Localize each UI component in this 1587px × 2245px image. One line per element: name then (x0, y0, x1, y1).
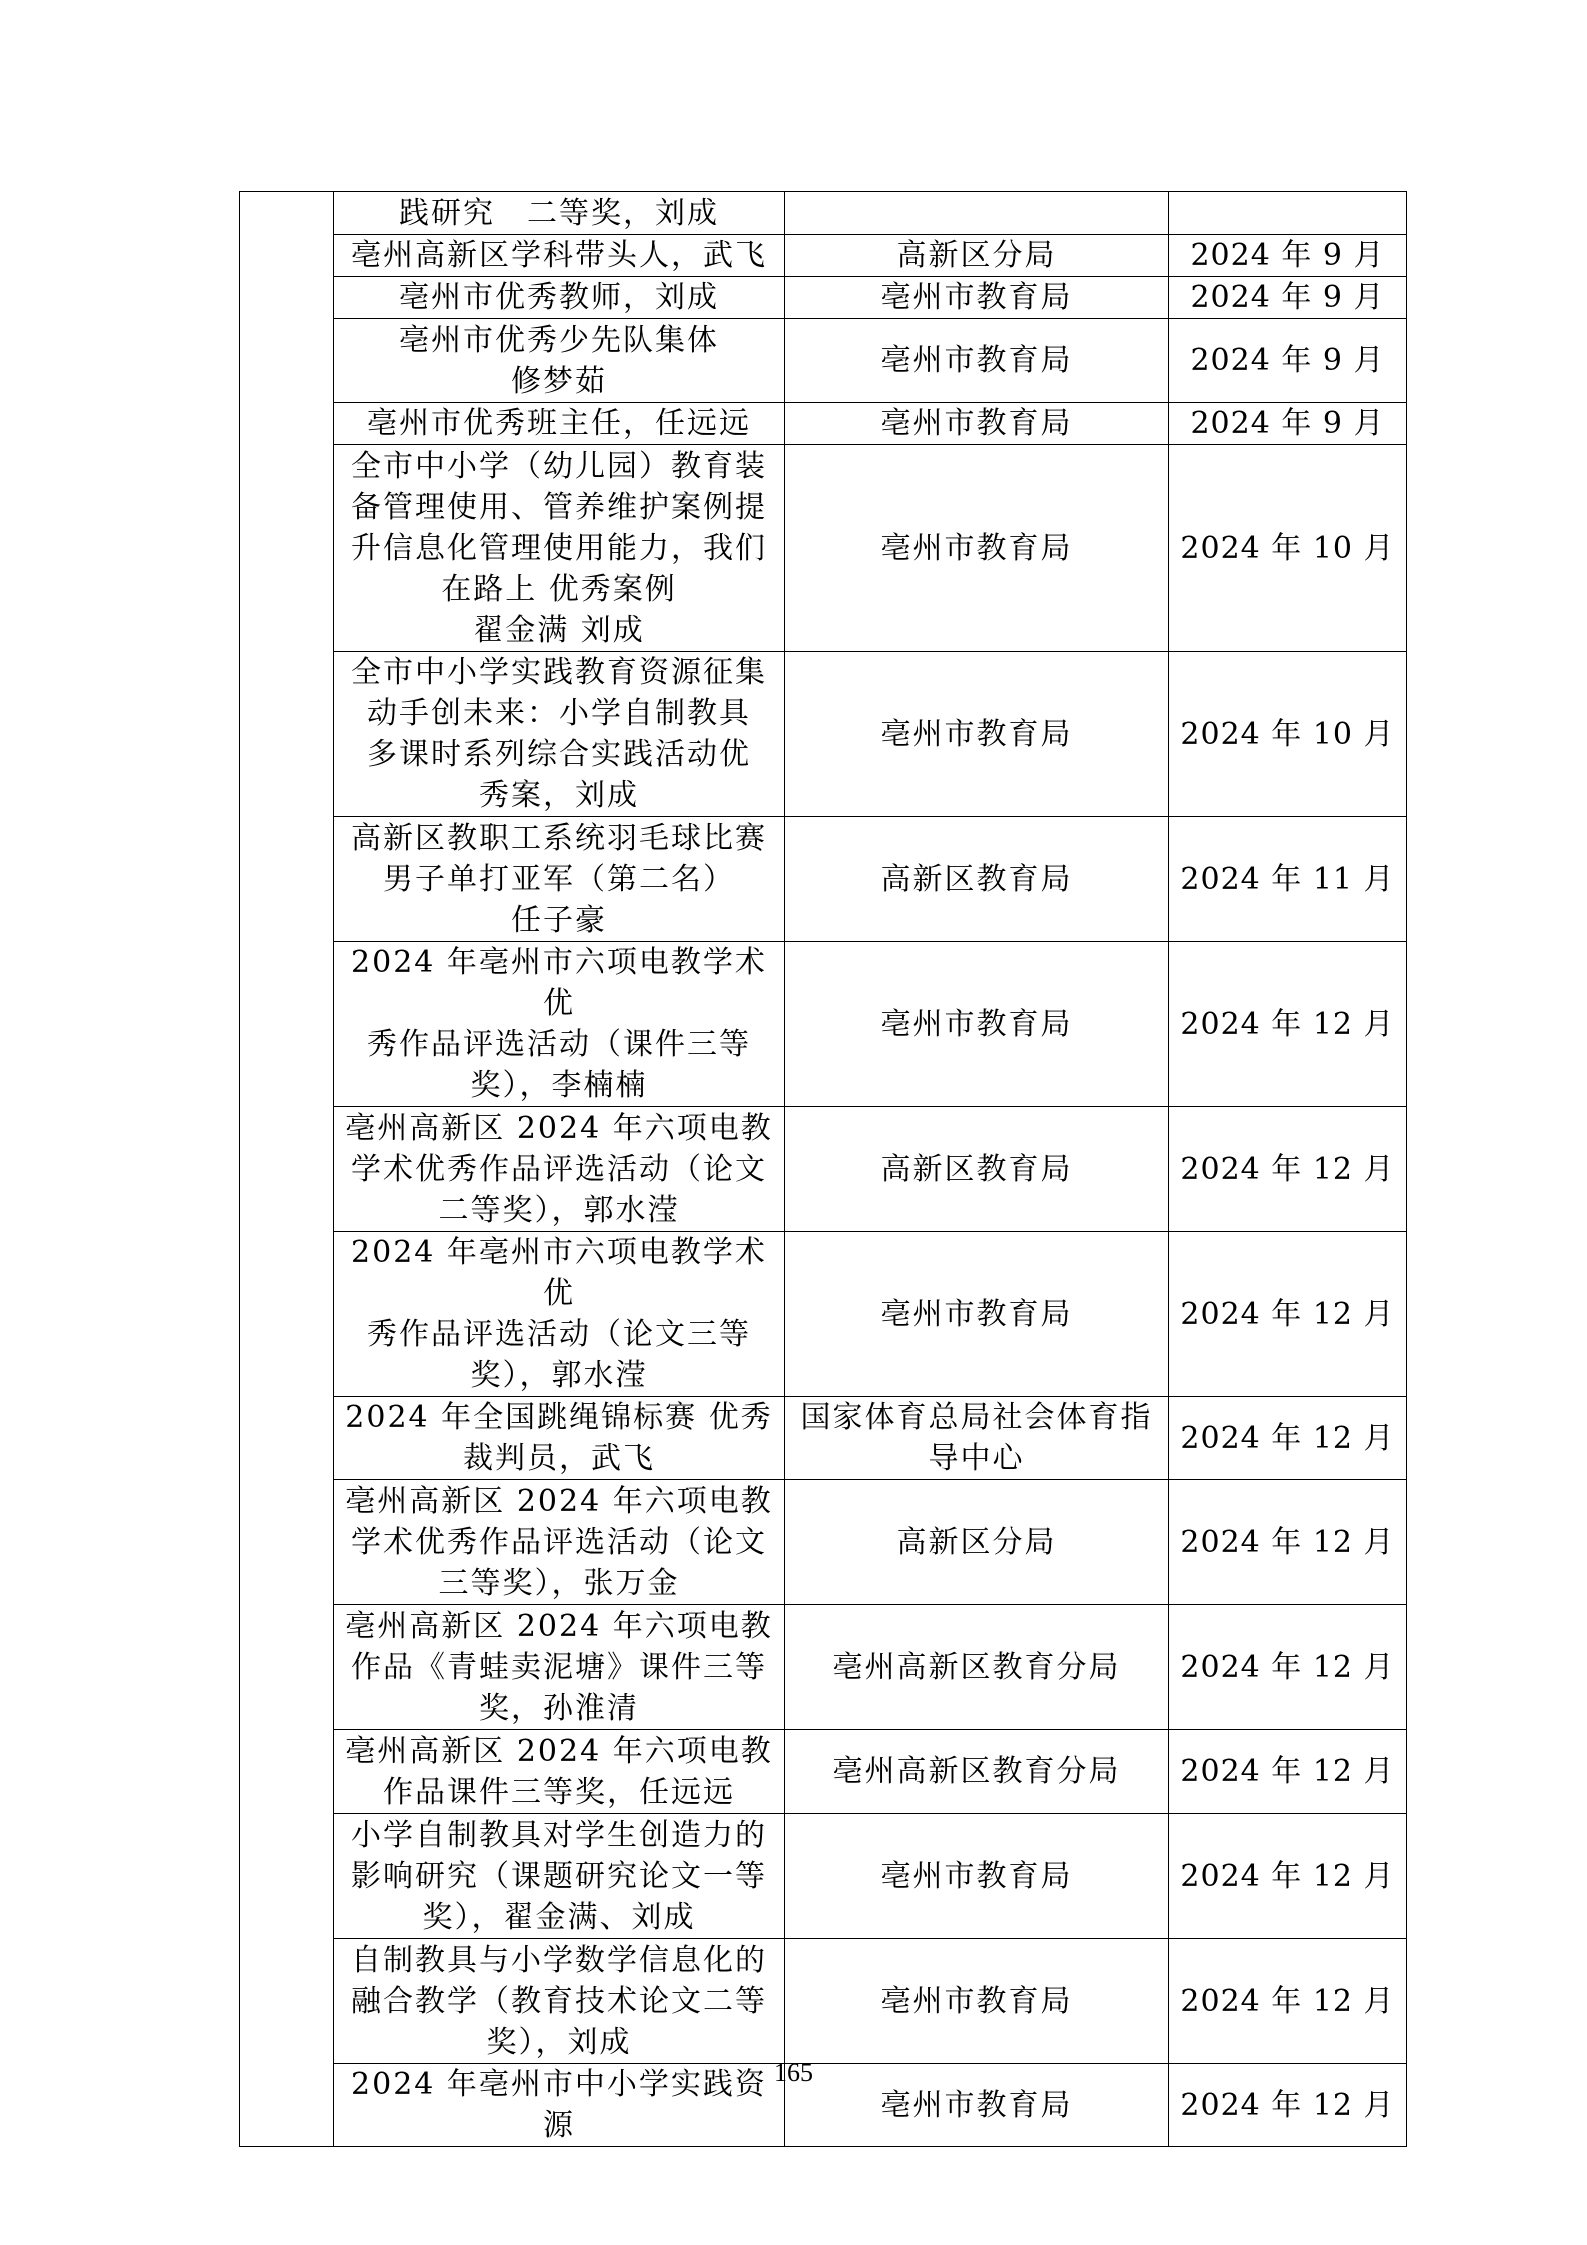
issuer-cell: 亳州高新区教育分局 (785, 1605, 1169, 1730)
issuer-cell: 国家体育总局社会体育指 导中心 (785, 1397, 1169, 1480)
table-row (240, 277, 1407, 319)
date-cell: 2024 年 9 月 (1169, 235, 1407, 277)
issuer-cell: 亳州市教育局 (785, 403, 1169, 445)
table-row (240, 1397, 1407, 1480)
table-row (240, 1730, 1407, 1814)
issuer-cell: 亳州市教育局 (785, 277, 1169, 319)
date-cell: 2024 年 10 月 (1169, 445, 1407, 652)
issuer-cell: 亳州市教育局 (785, 1814, 1169, 1939)
issuer-cell: 亳州市教育局 (785, 319, 1169, 403)
date-cell: 2024 年 10 月 (1169, 652, 1407, 817)
issuer-cell: 高新区分局 (785, 235, 1169, 277)
date-cell: 2024 年 12 月 (1169, 1939, 1407, 2064)
issuer-cell: 亳州市教育局 (785, 942, 1169, 1107)
issuer-cell: 高新区分局 (785, 1480, 1169, 1605)
date-cell: 2024 年 9 月 (1169, 319, 1407, 403)
issuer-cell: 亳州市教育局 (785, 445, 1169, 652)
date-cell: 2024 年 11 月 (1169, 817, 1407, 942)
date-cell (1169, 192, 1407, 235)
table-row (240, 1107, 1407, 1232)
issuer-cell: 亳州市教育局 (785, 1232, 1169, 1397)
table-row (240, 235, 1407, 277)
award-cell: 高新区教职工系统羽毛球比赛 男子单打亚军（第二名） 任子豪 (334, 817, 785, 942)
issuer-cell: 亳州市教育局 (785, 2064, 1169, 2147)
date-cell: 2024 年 9 月 (1169, 277, 1407, 319)
award-cell: 亳州市优秀班主任，任远远 (334, 403, 785, 445)
issuer-cell: 亳州市教育局 (785, 652, 1169, 817)
award-cell: 小学自制教具对学生创造力的 影响研究（课题研究论文一等 奖），翟金满、刘成 (334, 1814, 785, 1939)
table-row (240, 1814, 1407, 1939)
award-cell: 亳州高新区 2024 年六项电教 学术优秀作品评选活动（论文 二等奖），郭水滢 (334, 1107, 785, 1232)
award-cell: 2024 年亳州市六项电教学术优 秀作品评选活动（课件三等 奖），李楠楠 (334, 942, 785, 1107)
award-cell: 践研究 二等奖，刘成 (334, 192, 785, 235)
table-row (240, 403, 1407, 445)
table-row (240, 652, 1407, 817)
table-row (240, 445, 1407, 652)
page-number: 165 (774, 2058, 813, 2087)
award-cell: 亳州市优秀少先队集体 修梦茹 (334, 319, 785, 403)
award-cell: 亳州市优秀教师，刘成 (334, 277, 785, 319)
date-cell: 2024 年 12 月 (1169, 1814, 1407, 1939)
award-cell: 亳州高新区 2024 年六项电教 学术优秀作品评选活动（论文 三等奖），张万金 (334, 1480, 785, 1605)
table-row (240, 942, 1407, 1107)
award-cell: 亳州高新区 2024 年六项电教 作品课件三等奖，任远远 (334, 1730, 785, 1814)
table-row (240, 1939, 1407, 2064)
award-cell: 全市中小学实践教育资源征集 动手创未来：小学自制教具 多课时系列综合实践活动优 秀案，刘成 (334, 652, 785, 817)
category-cell (240, 192, 334, 2147)
award-cell: 亳州高新区学科带头人，武飞 (334, 235, 785, 277)
date-cell: 2024 年 12 月 (1169, 1730, 1407, 1814)
issuer-cell (785, 192, 1169, 235)
date-cell: 2024 年 12 月 (1169, 2064, 1407, 2147)
table-row (240, 1605, 1407, 1730)
award-cell: 自制教具与小学数学信息化的 融合教学（教育技术论文二等 奖），刘成 (334, 1939, 785, 2064)
date-cell: 2024 年 12 月 (1169, 1397, 1407, 1480)
date-cell: 2024 年 12 月 (1169, 1605, 1407, 1730)
issuer-cell: 高新区教育局 (785, 817, 1169, 942)
table-row (240, 1480, 1407, 1605)
awards-table (239, 191, 1407, 2147)
date-cell: 2024 年 12 月 (1169, 1232, 1407, 1397)
award-cell: 全市中小学（幼儿园）教育装 备管理使用、管养维护案例提 升信息化管理使用能力，我们 在路上 优秀案例 翟金满 刘成 (334, 445, 785, 652)
award-cell: 2024 年亳州市中小学实践资源 (334, 2064, 785, 2147)
table-row (240, 817, 1407, 942)
award-cell: 亳州高新区 2024 年六项电教 作品《青蛙卖泥塘》课件三等 奖，孙淮清 (334, 1605, 785, 1730)
award-cell: 2024 年全国跳绳锦标赛 优秀 裁判员，武飞 (334, 1397, 785, 1480)
table-row (240, 1232, 1407, 1397)
award-cell: 2024 年亳州市六项电教学术优 秀作品评选活动（论文三等 奖），郭水滢 (334, 1232, 785, 1397)
date-cell: 2024 年 12 月 (1169, 1107, 1407, 1232)
date-cell: 2024 年 9 月 (1169, 403, 1407, 445)
table-row (240, 192, 1407, 235)
date-cell: 2024 年 12 月 (1169, 942, 1407, 1107)
table-row (240, 319, 1407, 403)
issuer-cell: 亳州高新区教育分局 (785, 1730, 1169, 1814)
issuer-cell: 高新区教育局 (785, 1107, 1169, 1232)
issuer-cell: 亳州市教育局 (785, 1939, 1169, 2064)
date-cell: 2024 年 12 月 (1169, 1480, 1407, 1605)
awards-table-body (240, 192, 1407, 2147)
